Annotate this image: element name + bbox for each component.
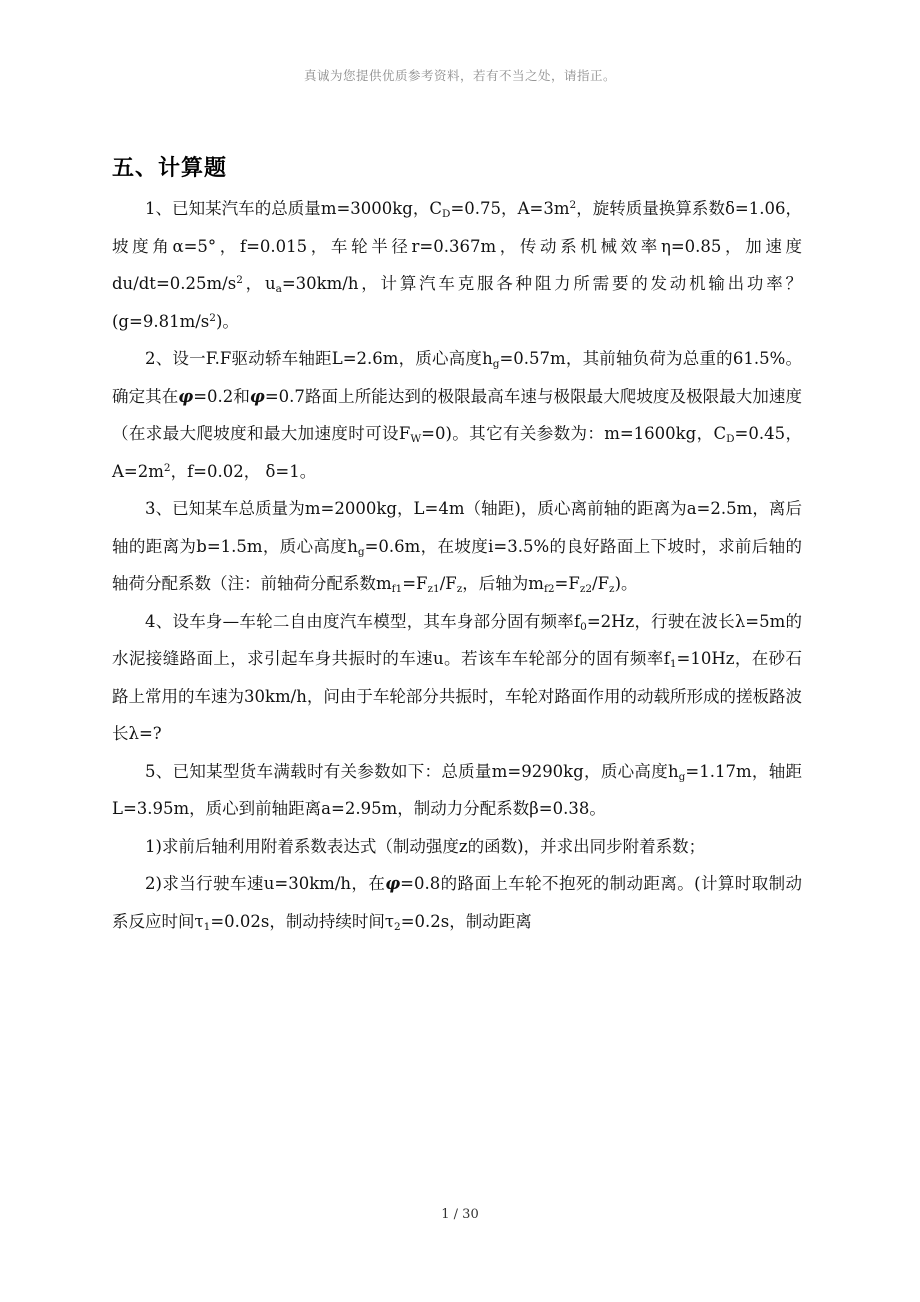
phi-symbol: φ: [249, 386, 265, 406]
header-note: 真诚为您提供优质参考资料，若有不当之处，请指正。: [303, 68, 616, 83]
question-5-part-2: 2)求当行驶车速u=30km/h，在φ=0.8的路面上车轮不抱死的制动距离。(计算时取制动系反应时间$\tau_1=0.02s$，制动持续时间$\tau_2=0.2s$，制动距离: [112, 874, 802, 933]
phi-symbol: φ: [385, 874, 401, 893]
question-list: [112, 190, 802, 940]
question-2: 2、设一F.F驱动轿车轴距L=2.6m，质心高度$h_g=0.57m$，其前轴负荷为总重的61.5%。确定其在φ=0.2和φ=0.7路面上所能达到的极限最高车速与极限最大爬坡度及极限最大加速度（在求最大爬坡度和最大加速度时可设$F_W=0$)。其它有关参数为：m=1600kg，$C_D=0.45$，$A=2m^2$，f=0.02， δ=1。: [112, 349, 802, 481]
question-1: 1、已知某汽车的总质量m=3000kg，$C_D=0.75$，$A=3m^2$，旋转质量换算系数δ=1.06，坡度角α=5°，f=0.015，车轮半径r=0.367m，传动系机械效率η=0.85，加速度$du/dt=0.25m/s^2$，$u_a=30km/h$，计算汽车克服各种阻力所需要的发动机输出功率？$(g=9.81m/s^2)$。: [112, 199, 802, 331]
question-5-part-1: 1)求前后轴利用附着系数表达式（制动强度z的函数)，并求出同步附着系数；: [145, 836, 706, 856]
section-title: 五、计算题: [112, 156, 228, 181]
phi-symbol: φ: [178, 386, 194, 406]
question-3: 3、已知某车总质量为m=2000kg，L=4m（轴距)，质心离前轴的距离为a=2.5m，离后轴的距离为b=1.5m，质心高度$h_g=0.6m$，在坡度i=3.5%的良好路面上下坡时，求前后轴的轴荷分配系数（注：前轴荷分配系数$m_{f1}=F_{z1}/F_z$，后轴为$m_{f2}=F_{z2}/F_z$)。: [112, 499, 803, 595]
question-5: 5、已知某型货车满载时有关参数如下：总质量m=9290kg，质心高度$h_g=1.17m$，轴距L=3.95m，质心到前轴距离a=2.95m，制动力分配系数β=0.38。: [112, 761, 802, 818]
page-number: 1 / 30: [441, 1207, 479, 1222]
question-4: 4、设车身—车轮二自由度汽车模型，其车身部分固有频率$f_0=2Hz$，行驶在波长λ=5m的水泥接缝路面上，求引起车身共振时的车速u。若该车车轮部分的固有频率$f_1=10Hz$，在砂石路上常用的车速为30km/h，问由于车轮部分共振时，车轮对路面作用的动载所形成的搓板路波长λ=?: [112, 611, 803, 743]
